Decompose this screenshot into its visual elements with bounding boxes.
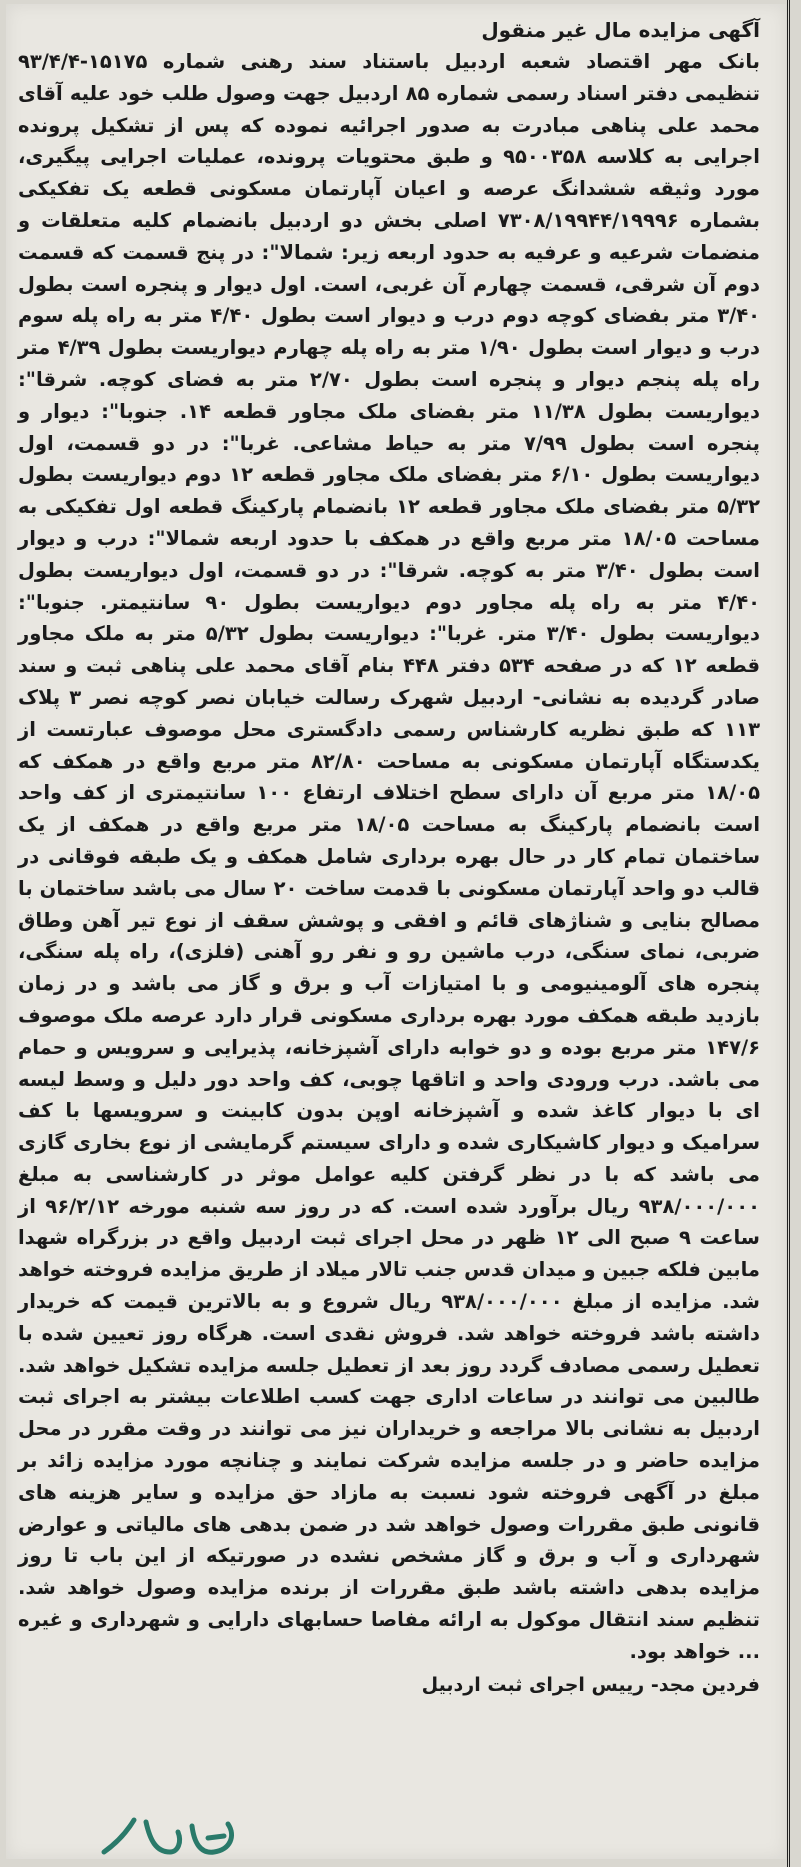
column-border (787, 0, 801, 1867)
auction-notice (18, 14, 760, 1700)
notice-title: آگهی مزایده مال غیر منقول (481, 18, 760, 42)
notice-body: بانک مهر اقتصاد شعبه اردبیل باستناد سند رهنی شماره ۱۵۱۷۵-۹۳/۴/۴ تنظیمی دفتر اسناد رسمی شماره ۸۵ اردبیل جهت وصول طلب خود علیه آقای محمد علی پناهی مبادرت به صدور اجرائیه نموده که پس از تشکیل پرونده اجرایی به کلاسه ۹۵۰۰۳۵۸ و طبق محتویات پرونده، عملیات اجرایی پیگیری، مورد وثیقه ششدانگ عرصه و اعیان آپارتمان مسکونی قطعه یک تفکیکی بشماره ۷۳۰۸/۱۹۹۴۴/۱۹۹۹۶ اصلی بخش دو اردبیل بانضمام کلیه متعلقات و منضمات شرعیه و عرفیه به حدود اربعه زیر: شمالا": در پنج قسمت که قسمت دوم آن شرقی، قسمت چهارم آن غربی، است. اول دیوار و پنجره است بطول ۳/۴۰ متر بفضای کوچه دوم درب و دیوار است بطول ۴/۴۰ متر به راه پله سوم درب و دیوار است بطول ۱/۹۰ متر به راه پله چهارم دیواریست بطول ۴/۳۹ متر راه پله پنجم دیوار و پنجره است بطول ۲/۷۰ متر به فضای کوچه. شرقا": دیواریست بطول ۱۱/۳۸ متر بفضای ملک مجاور قطعه ۱۴. جنوبا": دیوار و پنجره است بطول ۷/۹۹ متر به حیاط مشاعی. غربا": در دو قسمت، اول دیواریست بطول ۶/۱۰ متر بفضای ملک مجاور قطعه ۱۲ دوم دیواریست بطول ۵/۳۲ متر بفضای ملک مجاور قطعه ۱۲ بانضمام پارکینگ قطعه اول تفکیکی به مساحت ۱۸/۰۵ متر مربع واقع در همکف با حدود اربعه شمالا": درب و دیوار است بطول ۳/۴۰ متر به کوچه. شرقا": در دو قسمت، اول دیواریست بطول ۴/۴۰ متر به راه پله مجاور دوم دیواریست بطول ۹۰ سانتیمتر. جنوبا": دیواریست بطول ۳/۴۰ متر. غربا": دیواریست بطول ۵/۳۲ متر به ملک مجاور قطعه ۱۲ که در صفحه ۵۳۴ دفتر ۴۴۸ بنام آقای محمد علی پناهی ثبت و سند صادر گردیده به نشانی- اردبیل شهرک رسالت خیابان نصر کوچه نصر ۳ پلاک ۱۱۳ که طبق نظریه کارشناس رسمی دادگستری محل موصوف عبارتست از یکدستگاه آپارتمان مسکونی به مساحت ۸۲/۸۰ متر مربع واقع در همکف که ۱۸/۰۵ متر مربع آن دارای سطح اختلاف ارتفاع ۱۰۰ سانتیمتری از کف واحد است بانضمام پارکینگ به مساحت ۱۸/۰۵ متر مربع واقع در همکف از یک ساختمان تمام کار در حال بهره برداری شامل همکف و یک طبقه فوقانی در قالب دو واحد آپارتمان مسکونی با قدمت ساخت ۲۰ سال می باشد ساختمان با مصالح بنایی و شناژهای قائم و افقی و پوشش سقف از نوع تیر آهن وطاق ضربی، نمای سنگی، درب ماشین رو و نفر رو آهنی (فلزی)، راه پله سنگی، پنجره های آلومینیومی و با امتیازات آب و برق و گاز می باشد و در زمان بازدید طبقه همکف مورد بهره برداری مسکونی قرار دارد عرصه ملک موصوف ۱۴۷/۶ متر مربع بوده و دو خوابه دارای آشپزخانه، پذیرایی و سرویس و حمام می باشد. درب ورودی واحد و اتاقها چوبی، کف واحد دور دلیل و وسط لیسه ای با دیوار کاغذ شده و آشپزخانه اوپن بدون کابینت و سرویسها با کف سرامیک و دیوار کاشیکاری شده و دارای سیستم گرمایشی از نوع بخاری گازی می باشد که با در نظر گرفتن کلیه عوامل موثر در کارشناسی به مبلغ ۹۳۸/۰۰۰/۰۰۰ ریال برآورد شده است. که در روز سه شنبه مورخه ۹۶/۲/۱۲ از ساعت ۹ صبح الی ۱۲ ظهر در محل اجرای ثبت اردبیل واقع در بزرگراه شهدا مابین فلکه جبین و میدان قدس جنب تالار میلاد از طریق مزایده فروخته خواهد شد. مزایده از مبلغ ۹۳۸/۰۰۰/۰۰۰ ریال شروع و به بالاترین قیمت که خریدار داشته باشد فروخته خواهد شد. فروش نقدی است. هرگاه روز تعیین شده با تعطیل رسمی مصادف گردد روز بعد از تعطیل جلسه مزایده تشکیل خواهد شد. طالبین می توانند در ساعات اداری جهت کسب اطلاعات بیشتر به اجرای ثبت اردبیل به نشانی بالا مراجعه و خریداران نیز می توانند در وقت مقرر در محل مزایده حاضر و در جلسه مزایده شرکت نمایند و چنانچه مورد مزایده زائد بر مبلغ در آگهی فروخته شود نسبت به مازاد حق مزایده و سایر هزینه های قانونی طبق مقررات وصول خواهد شد در ضمن بدهی های مالیاتی و عوارض شهرداری و آب و برق و گاز مشخص نشده در صورتیکه از این باب تا روز مزایده بدهی داشته باشد طبق مقررات از برنده مزایده وصول خواهد شد. تنظیم سند انتقال موکول به ارائه مفاصا حسابهای دارایی و شهرداری و غیره ... خواهد بود. (18, 50, 761, 1663)
notice-signature: فردین مجد- رییس اجرای ثبت اردبیل (421, 1673, 760, 1696)
handwritten-number (96, 1812, 246, 1864)
